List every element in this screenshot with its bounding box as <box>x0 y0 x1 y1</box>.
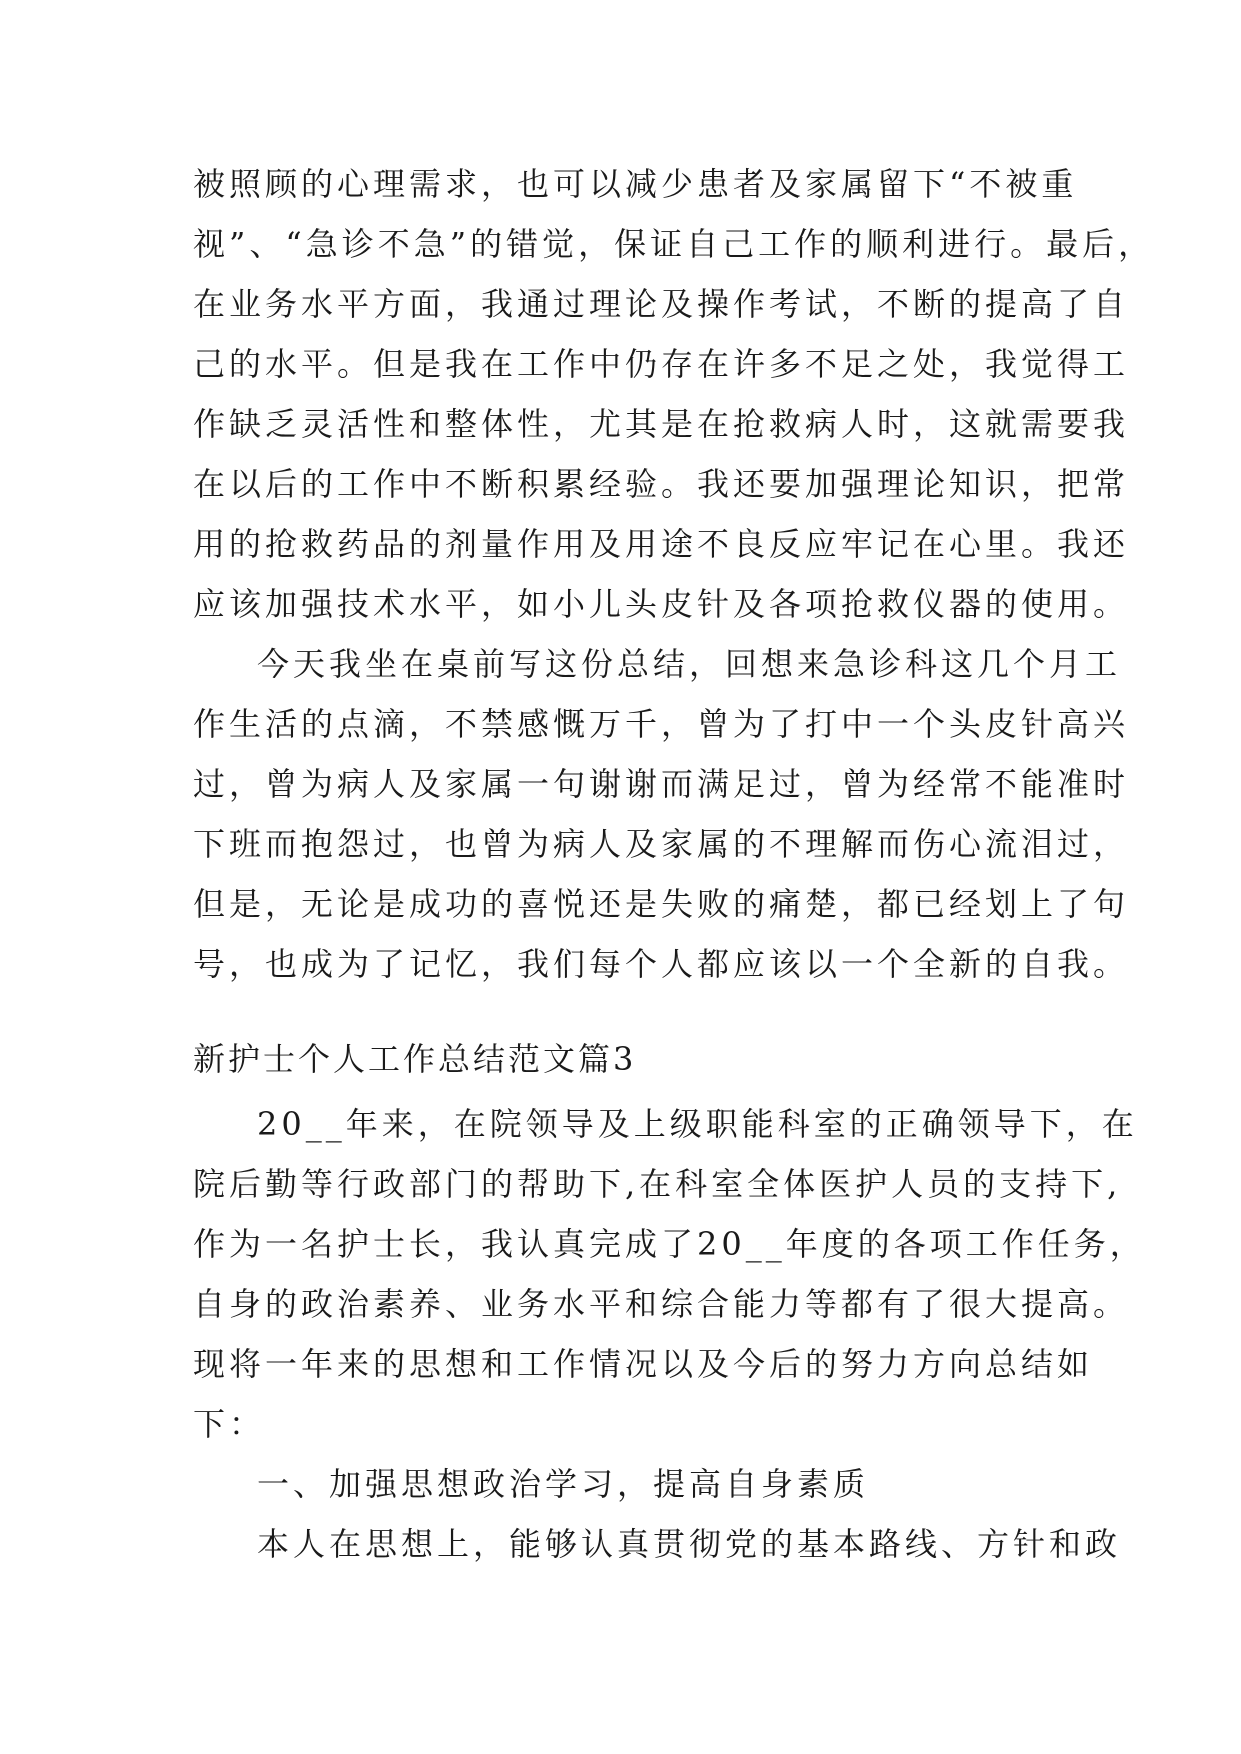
body-text-line: 自身的政治素养、业务水平和综合能力等都有了很大提高。 <box>193 1285 1130 1323</box>
body-text-line: 过，曾为病人及家属一句谢谢而满足过，曾为经常不能准时 <box>193 765 1130 803</box>
body-text-line: 在业务水平方面，我通过理论及操作考试，不断的提高了自 <box>193 285 1130 323</box>
body-text-line: 下： <box>193 1405 266 1443</box>
body-text-line: 号，也成为了记忆，我们每个人都应该以一个全新的自我。 <box>193 945 1130 983</box>
body-text-line: 作生活的点滴，不禁感慨万千，曾为了打中一个头皮针高兴 <box>193 705 1130 743</box>
body-text-line: 被照顾的心理需求，也可以减少患者及家属留下“不被重 <box>193 165 1078 203</box>
paragraph-first-line: 今天我坐在桌前写这份总结，回想来急诊科这几个月工 <box>257 645 1122 683</box>
body-text-line: 现将一年来的思想和工作情况以及今后的努力方向总结如 <box>193 1345 1094 1383</box>
body-text-line: 院后勤等行政部门的帮助下,在科室全体医护人员的支持下, <box>193 1165 1122 1203</box>
paragraph-first-line: 本人在思想上，能够认真贯彻党的基本路线、方针和政 <box>257 1525 1122 1563</box>
body-text-line: 下班而抱怨过，也曾为病人及家属的不理解而伤心流泪过， <box>193 825 1130 863</box>
body-text-line: 作为一名护士长，我认真完成了20__年度的各项工作任务， <box>193 1225 1146 1263</box>
body-text-line: 作缺乏灵活性和整体性，尤其是在抢救病人时，这就需要我 <box>193 405 1130 443</box>
body-text-line: 在以后的工作中不断积累经验。我还要加强理论知识，把常 <box>193 465 1130 503</box>
body-text-line: 应该加强技术水平，如小儿头皮针及各项抢救仪器的使用。 <box>193 585 1130 623</box>
body-text-line: 但是，无论是成功的喜悦还是失败的痛楚，都已经划上了句 <box>193 885 1130 923</box>
subheading: 一、加强思想政治学习，提高自身素质 <box>257 1465 870 1503</box>
body-text-line: 己的水平。但是我在工作中仍存在许多不足之处，我觉得工 <box>193 345 1130 383</box>
body-text-line: 用的抢救药品的剂量作用及用途不良反应牢记在心里。我还 <box>193 525 1130 563</box>
paragraph-first-line: 20__年来，在院领导及上级职能科室的正确领导下，在 <box>257 1105 1138 1143</box>
section-title: 新护士个人工作总结范文篇3 <box>193 1040 637 1078</box>
body-text-line: 视”、“急诊不急”的错觉，保证自己工作的顺利进行。最后， <box>193 225 1155 263</box>
